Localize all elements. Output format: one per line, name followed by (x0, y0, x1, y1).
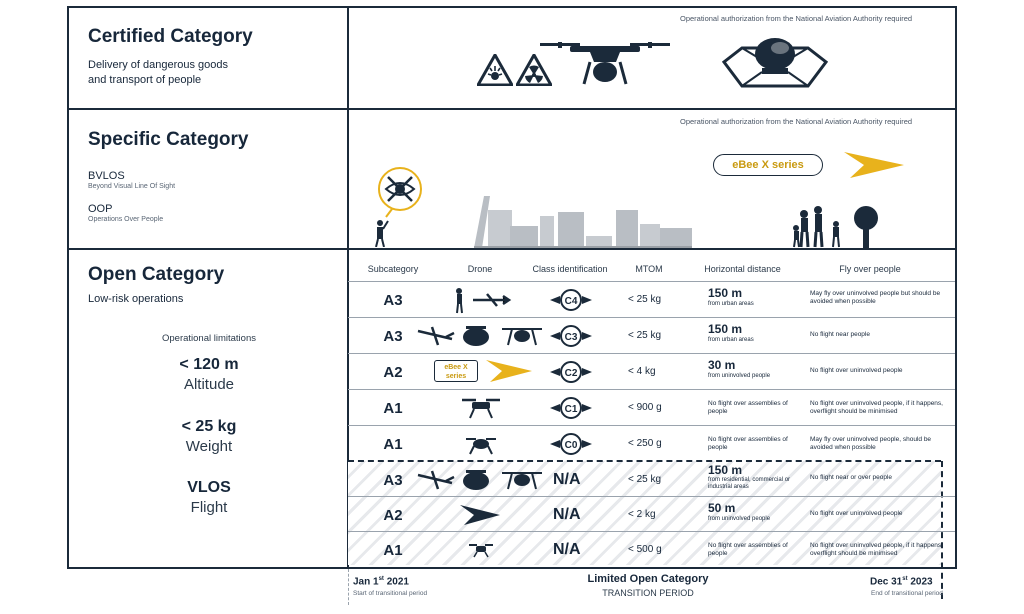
row-horizontal-distance: No flight over assemblies of people (708, 542, 788, 557)
bvlos-label: BVLOS (88, 170, 125, 182)
row-subcategory: A2 (383, 507, 403, 524)
row-subcategory: A1 (383, 436, 403, 453)
row-horizontal-distance: 150 m (708, 322, 743, 336)
people-and-tree (790, 200, 890, 248)
row-horizontal-distance-note: from residential, commercial or industrial areas (708, 477, 791, 490)
limit-weight-value: < 25 kg (181, 418, 237, 435)
row-mtom: < 900 g (628, 402, 662, 413)
certified-divider (67, 108, 957, 110)
row-mtom: < 25 kg (628, 294, 662, 305)
row-ebee-badge: eBee X series (434, 360, 478, 382)
row-fly-over-people: No flight over uninvolved people, if it happens, overflight should be minimised (810, 542, 943, 557)
table-row (348, 390, 955, 426)
table-row (348, 462, 955, 498)
row-horizontal-distance-note: from uninvolved people (708, 516, 771, 522)
transition-start-note: Start of transitional period (353, 590, 428, 597)
col-header-drone: Drone (467, 264, 493, 274)
mixed-drones-icon (416, 467, 546, 493)
transition-start-date (353, 576, 409, 587)
specific-title: Specific Category (88, 129, 249, 150)
limit-flight-label: Flight (190, 499, 228, 516)
row-horizontal-distance: 50 m (708, 501, 736, 515)
row-mtom: < 4 kg (628, 366, 656, 377)
certified-desc-line2: and transport of people (88, 74, 202, 86)
row-horizontal-distance: 30 m (708, 358, 736, 372)
row-fly-over-people: No flight near people (810, 331, 870, 338)
row-class-na: N/A (553, 506, 581, 523)
row-class-na: N/A (553, 541, 581, 558)
class-badge-c2 (548, 360, 594, 384)
row-fly-over-people: No flight over uninvolved people (810, 510, 903, 517)
city-skyline (474, 192, 692, 248)
transition-end-year: 2023 (907, 576, 933, 588)
row-mtom: < 250 g (628, 438, 662, 449)
fixed-wing-icon (458, 503, 502, 527)
transition-subtitle: TRANSITION PERIOD (602, 588, 694, 598)
col-header-horizontal-distance: Horizontal distance (704, 264, 781, 274)
open-title: Open Category (88, 264, 225, 285)
table-row (348, 282, 955, 318)
col-header-fly-over-people: Fly over people (839, 264, 901, 274)
transition-start-prefix: Jan 1 (353, 576, 379, 588)
row-fly-over-people: No flight over uninvolved people, if it happens, overflight should be minimised (810, 400, 943, 415)
class-badge-c0 (548, 432, 594, 456)
passenger-drone-icon (722, 30, 828, 94)
open-desc: Low-risk operations (88, 293, 184, 305)
row-mtom: < 25 kg (628, 474, 662, 485)
row-class-na: N/A (553, 471, 581, 488)
ebee-wing-icon (842, 150, 906, 180)
row-mtom: < 2 kg (628, 509, 656, 520)
specific-divider (67, 248, 957, 250)
class-badge-c4 (548, 288, 594, 312)
row-fly-over-people: No flight over uninvolved people (810, 367, 903, 374)
hazard-explosive-icon (477, 54, 513, 86)
class-badge-label: C1 (564, 404, 578, 415)
micro-drone-icon (468, 542, 494, 558)
row-horizontal-distance-note: from urban areas (708, 301, 754, 307)
transition-end-sup: st (902, 576, 908, 582)
class-badge-label: C0 (564, 440, 578, 451)
specific-authorization: Operational authorization from the National Aviation Authority required (680, 117, 913, 126)
bvlos-desc: Beyond Visual Line Of Sight (88, 183, 176, 190)
transition-title: Limited Open Category (587, 573, 709, 585)
transition-left-dash (348, 569, 349, 605)
class-badge-label: C4 (564, 296, 578, 307)
certified-desc-line1: Delivery of dangerous goods (88, 59, 229, 71)
mixed-drones-icon (416, 323, 546, 349)
row-horizontal-distance: 150 m (708, 286, 743, 300)
ebee-badge: eBee X series (713, 154, 823, 176)
row-subcategory: A3 (383, 472, 403, 489)
class-badge-c1 (548, 396, 594, 420)
class-badge-c3 (548, 324, 594, 348)
limit-weight-label: Weight (185, 438, 233, 455)
col-header-subcategory: Subcategory (367, 264, 419, 274)
transition-end-prefix: Dec 31 (870, 576, 903, 588)
limit-flight-value: VLOS (187, 479, 231, 496)
row-subcategory: A3 (383, 328, 403, 345)
row-subcategory: A3 (383, 292, 403, 309)
row-mtom: < 25 kg (628, 330, 662, 341)
table-row (348, 426, 955, 462)
transition-end-date (870, 576, 933, 587)
row-subcategory: A1 (383, 542, 403, 559)
table-row (348, 497, 955, 533)
transition-start-year: 2021 (383, 576, 409, 588)
class-badge-label: C3 (564, 332, 578, 343)
oop-label: OOP (88, 203, 113, 215)
row-horizontal-distance-note: from uninvolved people (708, 373, 771, 379)
row-fly-over-people: May fly over uninvolved people but should be avoided when possible (810, 290, 941, 305)
ebee-wing-icon (484, 358, 534, 384)
row-mtom: < 500 g (628, 544, 662, 555)
row-horizontal-distance: 150 m (708, 463, 743, 477)
row-horizontal-distance: No flight over assemblies of people (708, 436, 788, 451)
bvlos-eye-icon (370, 165, 426, 247)
row-subcategory: A2 (383, 364, 403, 381)
table-row (348, 318, 955, 354)
row-subcategory: A1 (383, 400, 403, 417)
quadcopter-icon (460, 396, 502, 420)
limit-altitude-value: < 120 m (179, 356, 239, 373)
oop-desc: Operations Over People (88, 216, 164, 223)
class-badge-label: C2 (564, 368, 578, 379)
col-header-class: Class identification (532, 264, 608, 274)
transition-end-note: End of transitional period (871, 590, 943, 597)
limit-altitude-label: Altitude (183, 376, 235, 393)
certified-authorization: Operational authorization from the National Aviation Authority required (680, 14, 913, 23)
row-fly-over-people: May fly over uninvolved people, should be avoided when possible (810, 436, 932, 451)
table-row (348, 354, 955, 390)
row-fly-over-people: No flight near or over people (810, 474, 893, 481)
table-row (348, 532, 955, 568)
row-horizontal-distance: No flight over assemblies of people (708, 400, 788, 415)
certified-title: Certified Category (88, 26, 253, 47)
limitations-heading: Operational limitations (162, 333, 256, 344)
mini-drone-icon (464, 434, 498, 456)
pilot-fixed-wing-drone-icon (453, 286, 513, 314)
heavy-drone-icon (540, 38, 670, 88)
row-horizontal-distance-note: from urban areas (708, 337, 754, 343)
col-header-mtom: MTOM (635, 264, 663, 274)
transition-start-sup: st (378, 576, 384, 582)
